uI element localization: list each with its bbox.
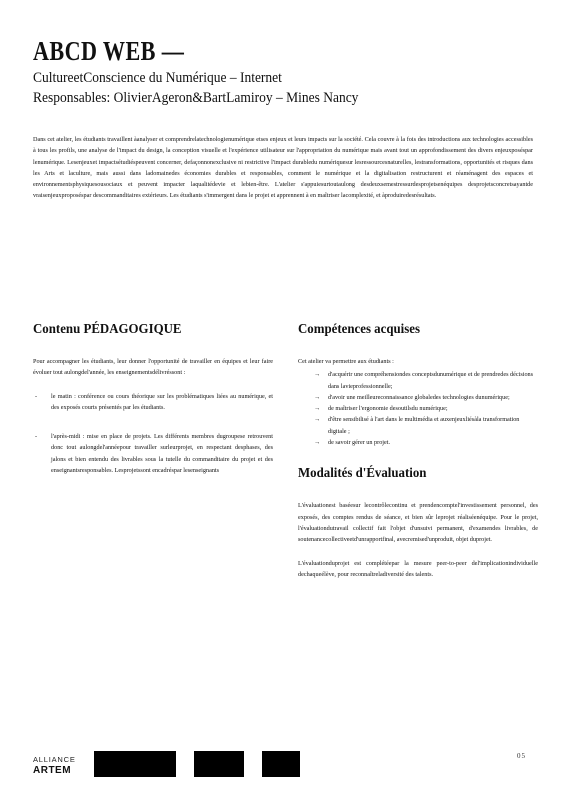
course-subtitle: CultureetConscience du Numérique – Internet xyxy=(33,70,282,86)
logo-line-artem: ARTEM xyxy=(33,765,72,776)
competences-heading: Compétences acquises xyxy=(298,322,421,337)
footer-logo-block xyxy=(94,751,176,777)
arrow-right-icon: → xyxy=(314,439,321,447)
list-item: → d'être sensibilisé à l'art dans le multimédia et auxenjeuxliésàla transformation digitale ; xyxy=(314,416,520,435)
competences-intro: Cet atelier va permettre aux étudiants : xyxy=(298,358,394,365)
competences-section xyxy=(298,322,538,580)
alliance-artem-logo xyxy=(33,754,76,776)
arrow-right-icon: → xyxy=(314,371,321,379)
list-item: → de savoir gérer un projet. xyxy=(318,437,538,448)
evaluation-text: L'évaluationest baséesur lecontrôlecontinu et prendencomptel'investissement personnel, des exposés, des comptes rendus de séance, et bien sûr leprojet réaliséenéquipe. Pour le projet, l'évaluationdutravail collectif fait l'objet d'unsuivi permanent, d'examendes livrables, de soutenancecollectiveetd'unrapportfinal, avecremised'unproduit, objet duprojet. xyxy=(298,502,538,544)
course-responsables: Responsables: OlivierAgeron&BartLamiroy – Mines Nancy xyxy=(33,90,359,106)
evaluation-peer-text: L'évaluationduprojet est complétéepar la mesure peer-to-peer del'implicationindividuelle dechaqueélève, pour reconnaîtreladiversité des talents. xyxy=(298,559,538,578)
arrow-right-icon: → xyxy=(314,416,321,424)
intro-paragraph: Dans cet atelier, les étudiants travaillent àanalyser et comprendrelatechnologienumérique etses enjeux et leurs impacts sur la société. Cela couvre à la fois des introductions aux technologies accessibles à tous les profils, une analyse de l'impact du design, la conception visuelle et l'expérience utilisateur sur l'appropriation du numérique mais avant tout un approfondissement des divers enjeuxposéspar lenumérique. Lesenjeuxet impactsétudiéspeuvent concerner, defaçonnonexclusive ni restrictive l'impact durabledu numériquesur lesressourcesnaturelles, lestransformations, opportunités et risques dans les Arts et laculture, mais aussi dans ladomainedes économies durables et responsables, comment le numérique et la digitalisation restructurent et réaménagent des espaces et environnementsphysiquesousociaux et peuvent impacter laqualitédevie et lebien-être. L'atelier s'appuiesurtoutaulong desdeuxsemestressurdesprojetsenéquipes desprojetsconcretsayantde vraisenjeuxproposéspar descommanditaires extérieurs. Les étudiants s'immergent dans le projet et apprennent à en maîtriser lacomplexité, et àproduiredesrésultats. xyxy=(33,136,533,200)
arrow-right-icon: → xyxy=(314,393,321,401)
page-title: ABCD WEB — xyxy=(33,36,185,66)
contenu-heading: Contenu PÉDAGOGIQUE xyxy=(33,322,182,337)
footer-logo-block xyxy=(262,751,300,777)
list-item: - l'après-midi : mise en place de projets. Les différents membres dugroupese retrouvent donc tout aulongdel'annéepour travailler surleurprojet, en respectant desphases, des jalons et bien entendu des livrables sous la tutelle du commanditaire du projet et des enseignantsresponsables. Lesprojetssont encadréspar lesenseignants xyxy=(47,431,273,476)
contenu-intro: Pour accompagner les étudiants, leur donner l'opportunité de travailler en équipes et leur faire évoluer tout aulongdel'année, les enseignementsdélivréssont : xyxy=(33,358,273,377)
page-number: 05 xyxy=(517,752,526,760)
list-item: → d'avoir une meilleureconnaissance globaledes technologies dunumérique; xyxy=(318,392,538,403)
evaluation-heading: Modalités d'Évaluation xyxy=(298,466,427,482)
competences-list xyxy=(298,369,538,448)
contenu-section xyxy=(33,322,273,476)
arrow-right-icon: → xyxy=(314,405,321,413)
list-item: → de maîtriser l'ergonomie desoutilsdu numérique; xyxy=(318,403,538,414)
list-item: → d'acquérir une compréhensiondes conceptsdunumérique et de prendredes décisions dans lavieprofessionnelle; xyxy=(314,371,534,390)
contenu-list xyxy=(33,391,273,477)
footer-logo-block xyxy=(194,751,244,777)
list-item: - le matin : conférence ou cours théorique sur les problématiques liées au numérique, et des exposés courts présentés par les étudiants. xyxy=(47,391,273,414)
logo-line-alliance: ALLIANCE xyxy=(33,755,76,764)
